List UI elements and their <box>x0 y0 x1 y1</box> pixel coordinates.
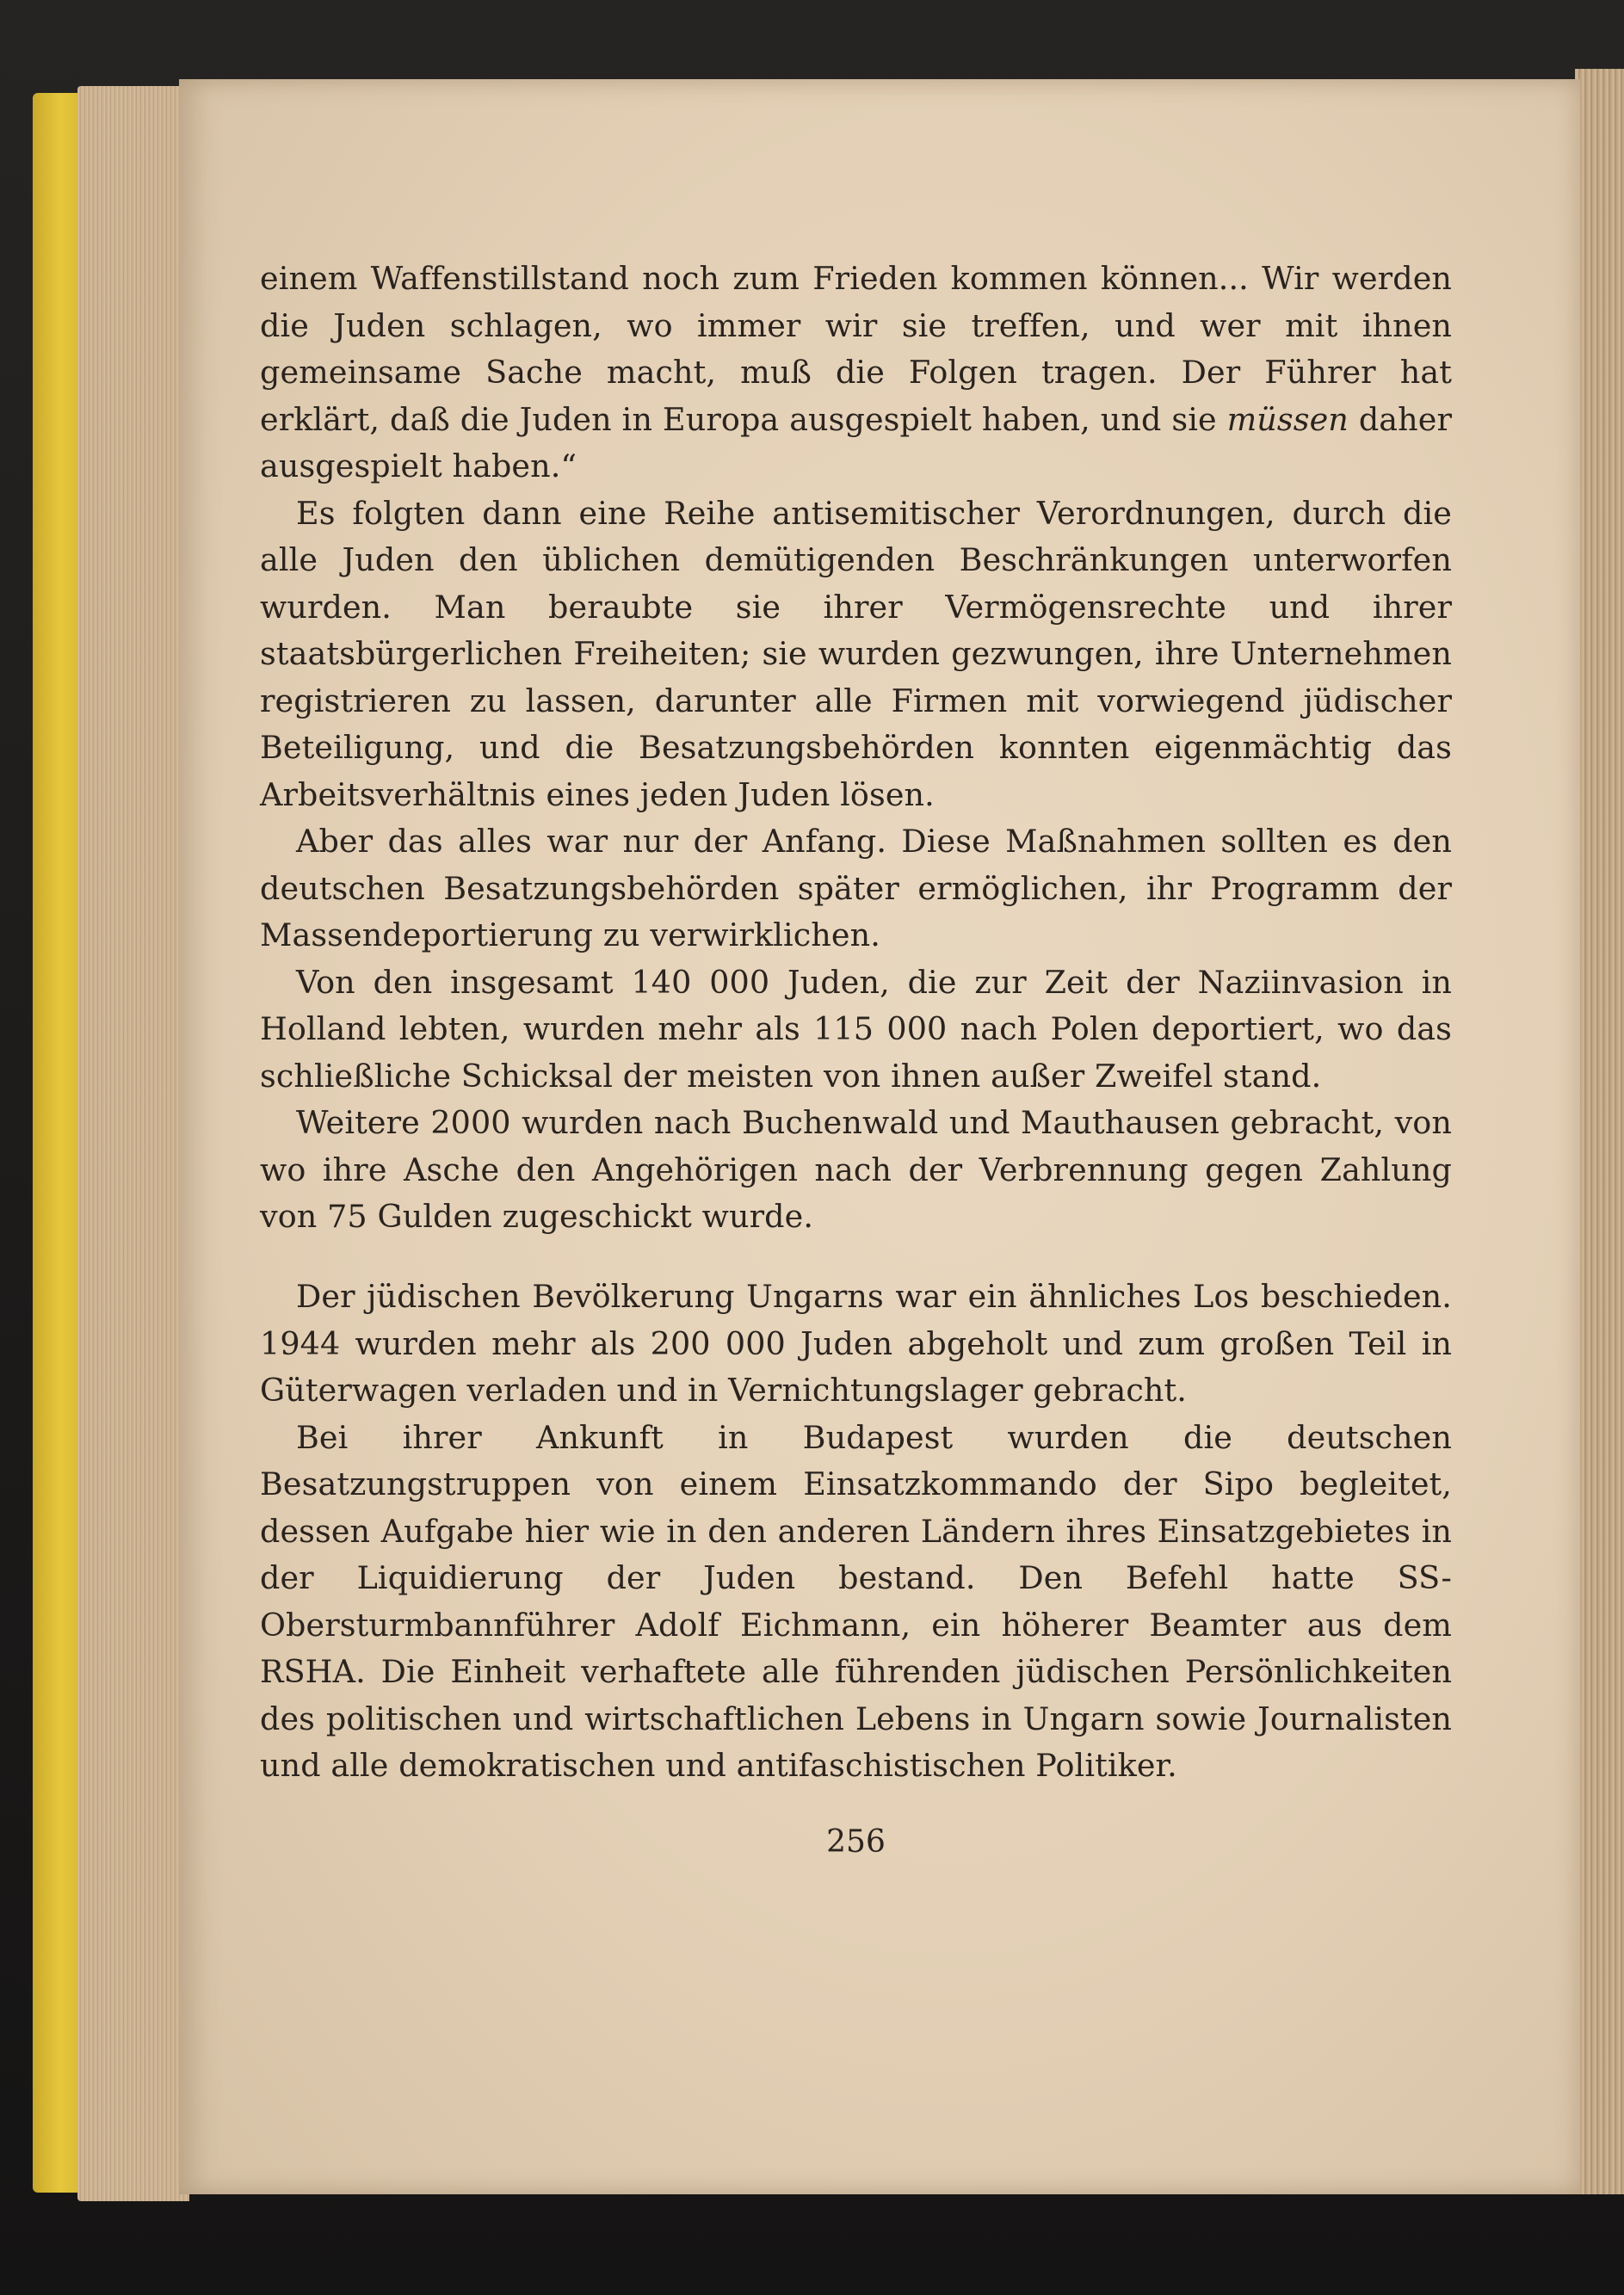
emphasized-word: müssen <box>1226 400 1349 438</box>
paragraph: Der jüdischen Bevölkerung Ungarns war ein ähnliches Los beschieden. 1944 wurden mehr als 200 000 Juden abgeholt und zum großen Teil in Güterwagen verladen und in Vernichtungslager gebracht. <box>260 1278 1452 1409</box>
paragraph: Weitere 2000 wurden nach Buchenwald und Mauthausen gebracht, von wo ihre Asche den Angehörigen nach der Verbrennung gegen Zahlung von 75 Gulden zugeschickt wurde. <box>260 1104 1452 1235</box>
paragraph-text: einem Waffenstillstand noch zum Frieden kommen können... Wir werden die Juden schlagen, wo immer wir sie treffen, und wer mit ihnen gemeinsame Sache macht, muß die Folgen tragen. Der Führer hat erklärt, daß die Juden in Europa ausgespielt haben, und sie <box>260 260 1452 438</box>
paragraph-text: daher ausgespielt haben.“ <box>260 400 1452 484</box>
text-section-bottom <box>260 1274 1452 1790</box>
text-section-top <box>260 256 1452 1241</box>
paragraph: Es folgten dann eine Reihe antisemitischer Verordnungen, durch die alle Juden den üblichen demütigenden Beschränkungen unterworfen wurden. Man beraubte sie ihrer Vermögensrechte und ihrer staatsbürgerlichen Freiheiten; sie wurden gezwungen, ihre Unternehmen registrieren zu lassen, darunter alle Firmen mit vorwiegend jüdischer Beteiligung, und die Besatzungsbehörden konnten eigenmächtig das Arbeitsverhältnis eines jeden Juden lösen. <box>260 494 1452 813</box>
paragraph: Von den insgesamt 140 000 Juden, die zur Zeit der Naziinvasion in Holland lebten, wurden mehr als 115 000 nach Polen deportiert, wo das schließliche Schicksal der meisten von ihnen außer Zweifel stand. <box>260 963 1452 1095</box>
paragraph: Aber das alles war nur der Anfang. Diese Maßnahmen sollten es den deutschen Besatzungsbehörden später ermöglichen, ihr Programm der Massendeportierung zu verwirklichen. <box>260 823 1452 953</box>
paragraph: Bei ihrer Ankunft in Budapest wurden die deutschen Besatzungstruppen von einem Einsatzkommando der Sipo begleitet, dessen Aufgabe hier wie in den anderen Ländern ihres Einsatzgebietes in der Liquidierung der Juden bestand. Den Befehl hatte SS-Obersturmbannführer Adolf Eichmann, ein höherer Beamter aus dem RSHA. Die Einheit verhaftete alle führenden jüdischen Persönlichkeiten des politischen und wirtschaftlichen Lebens in Ungarn sowie Journalisten und alle demokratischen und antifaschistischen Politiker. <box>260 1418 1452 1784</box>
book-page-stack-right <box>1575 69 1624 2194</box>
book-page-stack-left <box>77 86 189 2201</box>
paragraph-quote-end <box>260 256 1452 490</box>
page-number: 256 <box>826 1824 886 1860</box>
